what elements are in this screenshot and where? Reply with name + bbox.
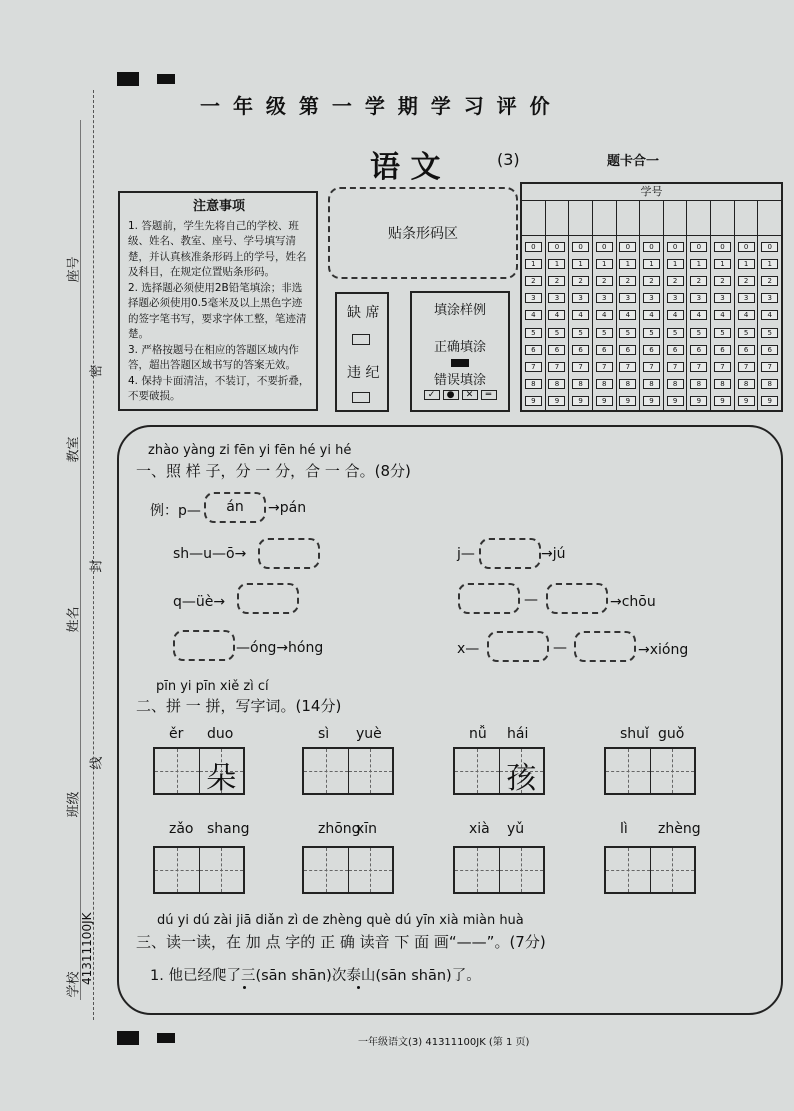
id-digit-bubble[interactable]: 9 xyxy=(738,396,755,406)
q1-row1-right-result: →jú xyxy=(541,546,566,562)
id-digit-bubble[interactable]: 9 xyxy=(667,396,684,406)
q1-row3-left-result: —óng→hóng xyxy=(236,640,324,656)
q1-row3-right-prefix: x— xyxy=(457,641,480,657)
id-digit-bubble[interactable]: 3 xyxy=(548,293,565,303)
id-digit-bubble[interactable]: 2 xyxy=(761,276,778,286)
seal-label: 密 xyxy=(89,364,105,378)
id-digit-bubble[interactable]: 5 xyxy=(690,328,707,338)
subject-title: 语 文 xyxy=(370,150,441,185)
student-id-grid xyxy=(520,182,783,412)
id-digit-bubble[interactable]: 1 xyxy=(572,259,589,269)
id-digit-bubble[interactable]: 5 xyxy=(643,328,660,338)
answer-box[interactable] xyxy=(258,538,320,569)
id-digit-bubble[interactable]: 1 xyxy=(548,259,565,269)
id-digit-bubble[interactable]: 3 xyxy=(714,293,731,303)
guide-line xyxy=(304,771,348,772)
tian-grid xyxy=(302,846,394,894)
writing-cell[interactable] xyxy=(304,848,349,892)
seat-label: 座号 xyxy=(66,256,82,283)
id-digit-bubble[interactable]: 5 xyxy=(667,328,684,338)
id-digit-column xyxy=(735,236,759,412)
word-pinyin-1: xià xyxy=(469,821,490,837)
id-digit-bubble[interactable]: 0 xyxy=(525,242,542,252)
correct-fill-mark xyxy=(451,359,469,367)
writing-cell[interactable] xyxy=(651,749,695,793)
id-digit-bubble[interactable]: 3 xyxy=(667,293,684,303)
answer-box[interactable] xyxy=(479,538,541,569)
answer-box[interactable] xyxy=(487,631,549,662)
id-digit-bubble[interactable]: 9 xyxy=(525,396,542,406)
id-write-cell[interactable] xyxy=(522,201,546,235)
word-pinyin-2: shang xyxy=(207,821,250,837)
id-digit-bubble[interactable]: 2 xyxy=(619,276,636,286)
id-write-cell[interactable] xyxy=(617,201,641,235)
id-digit-bubble[interactable]: 0 xyxy=(761,242,778,252)
guide-line xyxy=(200,870,244,871)
id-digit-bubble[interactable]: 4 xyxy=(525,310,542,320)
id-digit-bubble[interactable]: 1 xyxy=(714,259,731,269)
q2-pinyin: pīn yi pīn xiě zì cí xyxy=(156,679,269,694)
q1-example-answer: án xyxy=(226,499,244,515)
id-digit-bubble[interactable]: 8 xyxy=(619,379,636,389)
id-digit-bubble[interactable]: 4 xyxy=(596,310,613,320)
q2-title: 二、拼 一 拼，写字词。(14分) xyxy=(136,697,342,715)
writing-cell[interactable] xyxy=(651,848,695,892)
answer-box[interactable] xyxy=(173,630,235,661)
answer-box[interactable] xyxy=(237,583,299,614)
id-digit-bubble[interactable]: 3 xyxy=(525,293,542,303)
id-digit-bubble[interactable]: 0 xyxy=(619,242,636,252)
id-digit-bubble[interactable]: 6 xyxy=(643,345,660,355)
writing-cell[interactable] xyxy=(500,749,544,796)
wrong-check-icon: ✓ xyxy=(424,390,440,400)
volume-number: (3) xyxy=(497,150,520,169)
guide-line xyxy=(155,870,199,871)
id-digit-bubble[interactable]: 0 xyxy=(596,242,613,252)
id-digit-bubble[interactable]: 0 xyxy=(548,242,565,252)
id-digit-bubble[interactable]: 7 xyxy=(572,362,589,372)
word-pinyin-1: lì xyxy=(620,821,628,837)
q1-row1-right-prefix: j— xyxy=(457,546,475,562)
guide-line xyxy=(349,771,393,772)
id-digit-bubble[interactable]: 3 xyxy=(572,293,589,303)
guide-line xyxy=(651,870,695,871)
writing-cell[interactable] xyxy=(155,848,200,892)
id-digit-bubble[interactable]: 6 xyxy=(619,345,636,355)
id-digit-bubble[interactable]: 2 xyxy=(572,276,589,286)
word-pinyin-2: xīn xyxy=(356,821,378,837)
line-label: 线 xyxy=(89,756,105,770)
id-digit-column xyxy=(687,236,711,412)
q1-example-prefix: 例：p— xyxy=(150,503,201,519)
q1-row2-left: q—üè→ xyxy=(173,594,226,610)
q1-row2-dash: — xyxy=(524,592,538,608)
student-id-bubbles xyxy=(522,236,781,412)
violation-checkbox[interactable] xyxy=(352,392,370,403)
wrong-fill-label: 错误填涂 xyxy=(433,373,486,388)
id-digit-bubble[interactable]: 2 xyxy=(690,276,707,286)
id-digit-bubble[interactable]: 7 xyxy=(596,362,613,372)
emphasis-dot xyxy=(357,986,360,989)
id-write-cell[interactable] xyxy=(687,201,711,235)
id-digit-bubble[interactable]: 0 xyxy=(643,242,660,252)
id-digit-bubble[interactable]: 6 xyxy=(667,345,684,355)
id-digit-bubble[interactable]: 6 xyxy=(690,345,707,355)
q3-title: 三、读一读，在 加 点 字的 正 确 读音 下 面 画“——”。(7分) xyxy=(136,933,546,951)
guide-line xyxy=(455,870,499,871)
id-digit-bubble[interactable]: 3 xyxy=(619,293,636,303)
id-digit-bubble[interactable]: 2 xyxy=(738,276,755,286)
writing-cell[interactable] xyxy=(455,848,500,892)
wrong-dot-icon: ● xyxy=(443,390,459,400)
writing-cell[interactable] xyxy=(500,848,544,892)
id-digit-bubble[interactable]: 8 xyxy=(714,379,731,389)
notice-box xyxy=(118,191,318,411)
id-write-cell[interactable] xyxy=(593,201,617,235)
id-digit-bubble[interactable]: 4 xyxy=(619,310,636,320)
word-pinyin-2: guǒ xyxy=(658,726,685,742)
word-pinyin-2: yuè xyxy=(356,726,382,742)
id-digit-column xyxy=(711,236,735,412)
fill-sample-box xyxy=(410,291,510,412)
id-digit-bubble[interactable]: 4 xyxy=(548,310,565,320)
violation-label: 违 纪 xyxy=(347,365,380,381)
q1-row3-right-result: →xióng xyxy=(638,642,689,658)
writing-cell[interactable] xyxy=(304,749,349,793)
id-digit-bubble[interactable]: 5 xyxy=(572,328,589,338)
id-write-cell[interactable] xyxy=(758,201,781,235)
id-digit-bubble[interactable]: 1 xyxy=(761,259,778,269)
id-digit-column xyxy=(664,236,688,412)
id-digit-bubble[interactable]: 8 xyxy=(643,379,660,389)
id-digit-bubble[interactable]: 2 xyxy=(714,276,731,286)
id-write-cell[interactable] xyxy=(711,201,735,235)
student-id-label: 学号 xyxy=(522,184,781,201)
id-digit-column xyxy=(593,236,617,412)
writing-cell[interactable] xyxy=(606,848,651,892)
id-digit-bubble[interactable]: 5 xyxy=(714,328,731,338)
page-footer: 一年级语文(3) 41311100JK (第 1 页) xyxy=(358,1037,530,1048)
answer-box[interactable] xyxy=(458,583,520,614)
q1-row2-right-result: →chōu xyxy=(610,594,656,610)
q3-item-1: 1. 他已经爬了三(sān shān)次泰山(sān shān)了。 xyxy=(150,968,481,984)
id-write-cell[interactable] xyxy=(546,201,570,235)
answer-box[interactable] xyxy=(546,583,608,614)
word-pinyin-1: ěr xyxy=(169,726,184,742)
q1-example-box xyxy=(204,492,266,523)
id-digit-bubble[interactable]: 6 xyxy=(596,345,613,355)
tian-grid xyxy=(604,846,696,894)
absence-box xyxy=(335,292,389,412)
answer-box[interactable] xyxy=(574,631,636,662)
word-pinyin-1: zhōng xyxy=(318,821,361,837)
guide-line xyxy=(155,771,199,772)
grade-title: 一 年 级 第 一 学 期 学 习 评 价 xyxy=(200,94,553,118)
id-digit-bubble[interactable]: 3 xyxy=(643,293,660,303)
fill-sample-title: 填涂样例 xyxy=(433,303,486,318)
id-digit-bubble[interactable]: 3 xyxy=(761,293,778,303)
tian-grid xyxy=(153,747,245,795)
class-label: 班级 xyxy=(66,791,82,818)
id-digit-bubble[interactable]: 2 xyxy=(667,276,684,286)
id-digit-bubble[interactable]: 9 xyxy=(690,396,707,406)
word-pinyin-2: zhèng xyxy=(658,821,701,837)
id-digit-bubble[interactable]: 9 xyxy=(596,396,613,406)
id-digit-bubble[interactable]: 5 xyxy=(525,328,542,338)
tian-grid xyxy=(604,747,696,795)
q1-example-result: →pán xyxy=(268,500,307,516)
id-digit-bubble[interactable]: 0 xyxy=(572,242,589,252)
id-digit-bubble[interactable]: 7 xyxy=(525,362,542,372)
id-digit-bubble[interactable]: 1 xyxy=(690,259,707,269)
id-digit-bubble[interactable]: 8 xyxy=(690,379,707,389)
written-character: 朵 xyxy=(206,761,237,796)
writing-cell[interactable] xyxy=(349,749,393,793)
id-digit-bubble[interactable]: 7 xyxy=(643,362,660,372)
tian-grid xyxy=(302,747,394,795)
writing-cell[interactable] xyxy=(606,749,651,793)
tian-grid xyxy=(453,846,545,894)
tian-grid xyxy=(453,747,545,795)
wrong-line-icon: ═ xyxy=(481,390,497,400)
word-pinyin-1: sì xyxy=(318,726,330,742)
id-digit-bubble[interactable]: 4 xyxy=(690,310,707,320)
id-digit-bubble[interactable]: 6 xyxy=(738,345,755,355)
id-digit-bubble[interactable]: 0 xyxy=(738,242,755,252)
id-digit-column xyxy=(640,236,664,412)
id-write-cell[interactable] xyxy=(664,201,688,235)
id-digit-bubble[interactable]: 4 xyxy=(761,310,778,320)
q1-pinyin: zhào yàng zi fēn yi fēn hé yi hé xyxy=(148,443,352,458)
id-digit-column xyxy=(569,236,593,412)
writing-cell[interactable] xyxy=(200,848,244,892)
guide-line xyxy=(349,870,393,871)
barcode-area xyxy=(328,187,518,279)
id-digit-bubble[interactable]: 4 xyxy=(643,310,660,320)
id-digit-bubble[interactable]: 6 xyxy=(525,345,542,355)
tian-grid xyxy=(153,846,245,894)
writing-cell[interactable] xyxy=(200,749,244,796)
id-digit-bubble[interactable]: 8 xyxy=(525,379,542,389)
id-digit-bubble[interactable]: 4 xyxy=(714,310,731,320)
id-digit-bubble[interactable]: 5 xyxy=(548,328,565,338)
word-pinyin-2: yǔ xyxy=(507,821,525,837)
id-digit-bubble[interactable]: 2 xyxy=(525,276,542,286)
guide-line xyxy=(500,870,544,871)
id-digit-bubble[interactable]: 1 xyxy=(596,259,613,269)
id-digit-bubble[interactable]: 8 xyxy=(572,379,589,389)
alignment-mark xyxy=(157,1033,175,1043)
correct-fill-label: 正确填涂 xyxy=(433,340,486,355)
alignment-mark xyxy=(117,72,139,86)
guide-line xyxy=(606,771,650,772)
id-digit-bubble[interactable]: 5 xyxy=(761,328,778,338)
written-character: 孩 xyxy=(506,761,537,796)
id-write-cell[interactable] xyxy=(640,201,664,235)
id-digit-bubble[interactable]: 1 xyxy=(619,259,636,269)
absent-checkbox[interactable] xyxy=(352,334,370,345)
id-digit-bubble[interactable]: 9 xyxy=(619,396,636,406)
notice-title: 注意事项 xyxy=(192,199,245,214)
id-digit-bubble[interactable]: 3 xyxy=(596,293,613,303)
q3-pinyin: dú yi dú zài jiā diǎn zì de zhèng què dú yīn xià miàn huà xyxy=(157,913,524,928)
student-id-write-row xyxy=(522,201,781,236)
id-digit-bubble[interactable]: 2 xyxy=(596,276,613,286)
alignment-mark xyxy=(117,1031,139,1045)
id-digit-bubble[interactable]: 0 xyxy=(667,242,684,252)
id-digit-bubble[interactable]: 9 xyxy=(761,396,778,406)
name-label: 姓名 xyxy=(66,606,82,633)
id-digit-bubble[interactable]: 8 xyxy=(596,379,613,389)
id-digit-bubble[interactable]: 3 xyxy=(738,293,755,303)
id-digit-bubble[interactable]: 1 xyxy=(525,259,542,269)
id-digit-bubble[interactable]: 3 xyxy=(690,293,707,303)
wrong-fill-marks xyxy=(412,390,508,400)
id-digit-bubble[interactable]: 8 xyxy=(548,379,565,389)
id-digit-bubble[interactable]: 6 xyxy=(761,345,778,355)
id-digit-bubble[interactable]: 4 xyxy=(738,310,755,320)
id-digit-bubble[interactable]: 6 xyxy=(714,345,731,355)
id-digit-bubble[interactable]: 1 xyxy=(643,259,660,269)
id-digit-column xyxy=(522,236,546,412)
guide-line xyxy=(606,870,650,871)
id-write-cell[interactable] xyxy=(569,201,593,235)
id-digit-bubble[interactable]: 9 xyxy=(714,396,731,406)
word-pinyin-1: nǚ xyxy=(469,726,487,742)
id-digit-column xyxy=(617,236,641,412)
card-type: 题卡合一 xyxy=(607,154,660,169)
notice-item: 4. 保持卡面清洁，不装订，不要折叠，不要破损。 xyxy=(128,374,310,402)
barcode-label: 贴条形码区 xyxy=(388,226,458,242)
id-digit-bubble[interactable]: 1 xyxy=(667,259,684,269)
id-digit-bubble[interactable]: 9 xyxy=(643,396,660,406)
emphasis-dot xyxy=(243,986,246,989)
guide-line xyxy=(651,771,695,772)
alignment-mark xyxy=(157,74,175,84)
notice-item: 2. 选择题必须使用2B铅笔填涂；非选择题必须使用0.5毫米及以上黑色字迹的签字笔书写，要求字体工整，笔迹清楚。 xyxy=(128,281,307,340)
id-digit-bubble[interactable]: 4 xyxy=(667,310,684,320)
id-digit-bubble[interactable]: 9 xyxy=(572,396,589,406)
id-digit-bubble[interactable]: 6 xyxy=(548,345,565,355)
q1-row1-left: sh—u—ō→ xyxy=(173,546,247,562)
id-digit-bubble[interactable]: 7 xyxy=(761,362,778,372)
code-label: 41311100JK xyxy=(80,912,94,985)
writing-cell[interactable] xyxy=(155,749,200,793)
id-digit-bubble[interactable]: 2 xyxy=(548,276,565,286)
id-digit-bubble[interactable]: 2 xyxy=(643,276,660,286)
word-pinyin-2: hái xyxy=(507,726,529,742)
id-digit-bubble[interactable]: 4 xyxy=(572,310,589,320)
id-digit-bubble[interactable]: 5 xyxy=(596,328,613,338)
word-pinyin-1: shuǐ xyxy=(620,726,649,742)
id-digit-bubble[interactable]: 0 xyxy=(690,242,707,252)
guide-line xyxy=(455,771,499,772)
seal2-label: 封 xyxy=(89,559,105,573)
classroom-label: 教室 xyxy=(66,436,82,463)
id-digit-bubble[interactable]: 6 xyxy=(572,345,589,355)
id-write-cell[interactable] xyxy=(735,201,759,235)
id-digit-bubble[interactable]: 7 xyxy=(619,362,636,372)
id-digit-bubble[interactable]: 5 xyxy=(619,328,636,338)
id-digit-bubble[interactable]: 7 xyxy=(667,362,684,372)
writing-cell[interactable] xyxy=(349,848,393,892)
id-digit-bubble[interactable]: 8 xyxy=(761,379,778,389)
id-digit-bubble[interactable]: 8 xyxy=(667,379,684,389)
id-digit-bubble[interactable]: 7 xyxy=(738,362,755,372)
school-label: 学校 xyxy=(66,971,82,998)
absent-label: 缺 席 xyxy=(347,305,380,321)
id-digit-bubble[interactable]: 5 xyxy=(738,328,755,338)
wrong-cross-icon: ✕ xyxy=(462,390,478,400)
notice-item: 3. 严格按题号在相应的答题区域内作答，超出答题区域书写的答案无效。 xyxy=(128,343,299,371)
notice-item: 1. 答题前，学生先将自己的学校、班级、姓名、教室、座号、学号填写清楚，并认真核准条形码上的学号，姓名及科目，在规定位置贴条形码。 xyxy=(128,219,307,278)
word-pinyin-1: zǎo xyxy=(169,821,194,837)
word-pinyin-2: duo xyxy=(207,726,234,742)
id-digit-column xyxy=(546,236,570,412)
writing-cell[interactable] xyxy=(455,749,500,793)
q1-row3-dash: — xyxy=(553,640,567,656)
id-digit-bubble[interactable]: 8 xyxy=(738,379,755,389)
id-digit-bubble[interactable]: 7 xyxy=(548,362,565,372)
id-digit-bubble[interactable]: 1 xyxy=(738,259,755,269)
id-digit-bubble[interactable]: 7 xyxy=(690,362,707,372)
q1-title: 一、照 样 子，分 一 分，合 一 合。(8分) xyxy=(136,462,411,480)
id-digit-bubble[interactable]: 9 xyxy=(548,396,565,406)
guide-line xyxy=(304,870,348,871)
id-digit-bubble[interactable]: 7 xyxy=(714,362,731,372)
id-digit-column xyxy=(758,236,781,412)
id-digit-bubble[interactable]: 0 xyxy=(714,242,731,252)
